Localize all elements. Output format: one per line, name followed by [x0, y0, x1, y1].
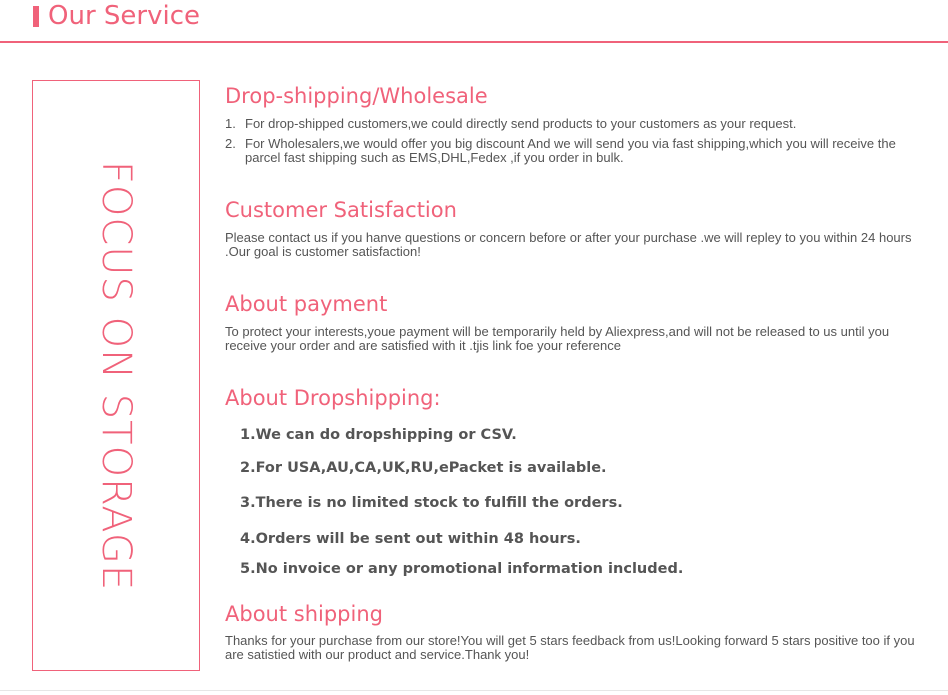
list-item-text: For Wholesalers,we would offer you big discount And we will send you via fast shipping,which you will receive the parcel fast shipping such as EMS,DHL,Fedex ,if you order in bulk.: [245, 136, 896, 165]
bottom-divider: [0, 690, 948, 691]
about-shipping-text: Thanks for your purchase from our store!You will get 5 stars feedback from us!Looking forward 5 stars positive too if you are satistied with our product and service.Thank you!: [225, 633, 915, 662]
list-item-text: For drop-shipped customers,we could directly send products to your customers as your request.: [245, 116, 797, 131]
list-item-number: 2.: [225, 136, 236, 151]
side-banner: [32, 80, 200, 671]
dropshipping-item: 3.There is no limited stock to fulfill the orders.: [240, 495, 623, 511]
list-item-number: 1.: [225, 116, 236, 131]
section-title-customer-satisfaction: Customer Satisfaction: [225, 198, 457, 222]
customer-satisfaction-text: Please contact us if you hanve questions or concern before or after your purchase .we will repley to you within 24 hours .Our goal is customer satisfaction!: [225, 230, 912, 259]
section-title-about-payment: About payment: [225, 292, 388, 316]
dropshipping-item: 1.We can do dropshipping or CSV.: [240, 427, 517, 443]
list-item: [225, 137, 915, 165]
dropshipping-item: 5.No invoice or any promotional information included.: [240, 561, 684, 577]
header-accent-bar: [33, 6, 39, 27]
section-title-about-shipping: About shipping: [225, 602, 383, 626]
header: [0, 0, 948, 44]
dropshipping-item: 4.Orders will be sent out within 48 hours.: [240, 531, 581, 547]
side-banner-text: FOCUS ON STORAGE: [93, 160, 139, 591]
header-divider: [0, 41, 948, 43]
section-title-about-dropshipping: About Dropshipping:: [225, 386, 441, 410]
page-title: Our Service: [48, 1, 200, 31]
about-payment-text: To protect your interests,youe payment will be temporarily held by Aliexpress,and will not be released to us until you receive your order and are satisfied with it .tjis link foe your reference: [225, 324, 890, 353]
drop-shipping-list: [225, 117, 915, 165]
dropshipping-item: 2.For USA,AU,CA,UK,RU,ePacket is available.: [240, 460, 607, 476]
section-title-drop-shipping: Drop-shipping/Wholesale: [225, 84, 488, 108]
list-item: [225, 117, 915, 131]
